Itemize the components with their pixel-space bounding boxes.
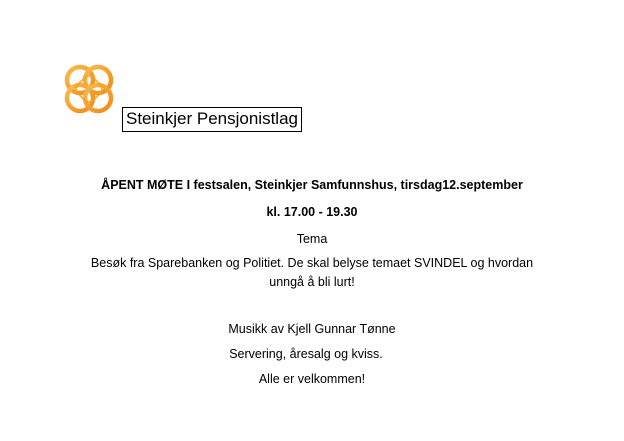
theme-label: Tema [296, 232, 328, 246]
description-line-1: Besøk fra Sparebanken og Politiet. De skal belyse temaet SVINDEL og hvordan [90, 256, 534, 270]
music-info: Musikk av Kjell Gunnar Tønne [228, 322, 396, 336]
serving-info: Servering, åresalg og kviss. [229, 347, 383, 361]
meeting-time: kl. 17.00 - 19.30 [266, 205, 358, 219]
welcome-text: Alle er velkommen! [258, 372, 366, 386]
description-line-2: unngå å bli lurt! [269, 275, 355, 289]
interlocking-rings-logo-icon [60, 60, 118, 118]
organization-name: Steinkjer Pensjonistlag [122, 107, 302, 132]
meeting-title: ÅPENT MØTE I festsalen, Steinkjer Samfunnshus, tirsdag12.september [101, 178, 523, 192]
